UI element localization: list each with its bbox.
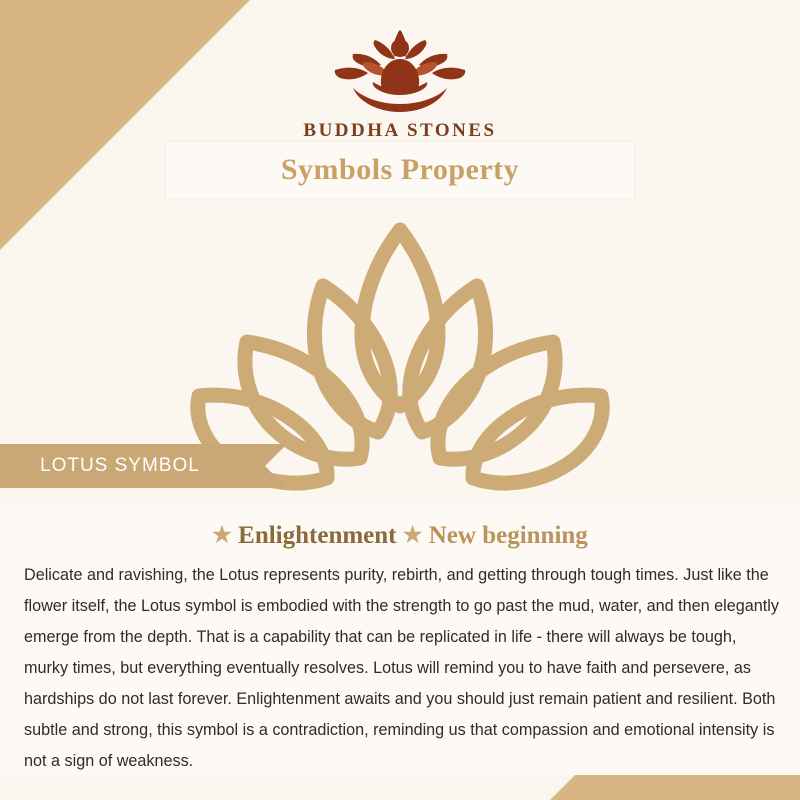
star-icon-middle: ★ (402, 522, 423, 547)
star-icon-left: ★ (212, 522, 232, 547)
brand-name: BUDDHA STONES (303, 120, 497, 141)
brand-header (0, 18, 800, 142)
lotus-meditation-figure-icon (305, 18, 495, 118)
headline (0, 522, 800, 550)
body-text: Delicate and ravishing, the Lotus represents purity, rebirth, and getting through tough times. Just like the flower itself, the Lotus symbol is embodied with the strength to go past the mud, water, and then elegantly emerge from the depth. That is a capability that can be replicated in life - there will always be tough, murky times, but everything eventually resolves. Lotus will remind you to have faith and persevere, as hardships do not last forever. Enlightenment awaits and you should just remain patient and resilient. Both subtle and strong, this symbol is a contradiction, reminding us that compassion and emotional intensity is not a sign of weakness. (24, 566, 779, 770)
headline-second: New beginning (428, 522, 588, 549)
lotus-symbol-label: LOTUS SYMBOL (40, 455, 200, 476)
headline-first: Enlightenment (238, 522, 397, 549)
corner-decoration-top-left-inner (0, 250, 205, 455)
lotus-symbol-ribbon-tail (265, 444, 287, 488)
page-title: Symbols Property (280, 153, 520, 186)
